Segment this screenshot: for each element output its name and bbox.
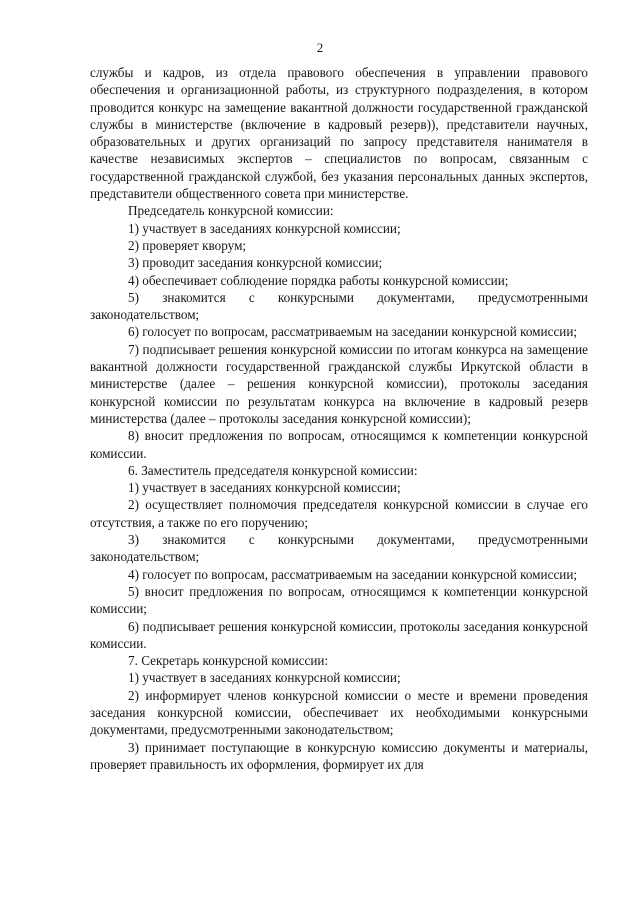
paragraph-item: 2) осуществляет полномочия председателя конкурсной комиссии в случае его отсутствия, а также по его поручению; — [90, 497, 588, 530]
paragraph-item: 7) подписывает решения конкурсной комиссии по итогам конкурса на замещение вакантной должности государственной гражданской службы Иркутской области в министерстве (далее – решения конкурсной комиссии), протоколы заседания конкурсной комиссии по результатам конкурса на включение в кадровый резерв министерства (далее – протоколы заседания конкурсной комиссии); — [90, 341, 588, 426]
paragraph-item: 5) знакомится с конкурсными документами, предусмотренными законодательством; — [90, 289, 588, 323]
document-body — [90, 64, 588, 773]
paragraph-item: 1) участвует в заседаниях конкурсной комиссии; — [128, 220, 401, 236]
paragraph-item: 5) вносит предложения по вопросам, относящимся к компетенции конкурсной комиссии; — [90, 583, 588, 617]
paragraph-item: 4) голосует по вопросам, рассматриваемым на заседании конкурсной комиссии; — [128, 566, 578, 582]
paragraph-item: 4) обеспечивает соблюдение порядка работы конкурсной комиссии; — [128, 272, 509, 288]
paragraph-chairman-heading: Председатель конкурсной комиссии: — [128, 203, 334, 219]
paragraph-item: 6) голосует по вопросам, рассматриваемым на заседании конкурсной комиссии; — [128, 324, 578, 340]
paragraph-item: 3) знакомится с конкурсными документами, предусмотренными законодательством; — [90, 532, 588, 565]
paragraph-secretary-heading: 7. Секретарь конкурсной комиссии: — [128, 653, 329, 669]
paragraph-item: 1) участвует в заседаниях конкурсной комиссии; — [128, 670, 401, 686]
page-number: 2 — [316, 40, 324, 55]
paragraph-item: 2) информирует членов конкурсной комиссии о месте и времени проведения заседания конкурсной комиссии, обеспечивает их необходимыми конкурсными документами, предусмотренными законодательством; — [90, 687, 588, 738]
paragraph-item: 1) участвует в заседаниях конкурсной комиссии; — [128, 480, 401, 496]
paragraph-item: 3) принимает поступающие в конкурсную комиссию документы и материалы, проверяет правильность их оформления, формирует их для — [90, 739, 588, 772]
paragraph-item: 2) проверяет кворум; — [128, 237, 247, 253]
paragraph-item: 6) подписывает решения конкурсной комиссии, протоколы заседания конкурсной комиссии. — [90, 618, 588, 651]
paragraph-continuation: службы и кадров, из отдела правового обеспечения в управлении правового обеспечения и организационной работы, из структурного подразделения, в котором проводится конкурс на замещение вакантной должности государственной гражданской службы в министерстве (включение в кадровый резерв)), представители научных, образовательных и других организаций по запросу представителя нанимателя в качестве независимых экспертов – специалистов по вопросам, связанным с государственной гражданской службой, без указания персональных данных экспертов, представители общественного совета при министерстве. — [90, 65, 588, 202]
paragraph-item: 8) вносит предложения по вопросам, относящимся к компетенции конкурсной комиссии. — [90, 428, 588, 461]
paragraph-item: 3) проводит заседания конкурсной комиссии; — [128, 255, 383, 271]
paragraph-deputy-heading: 6. Заместитель председателя конкурсной комиссии: — [128, 462, 418, 478]
